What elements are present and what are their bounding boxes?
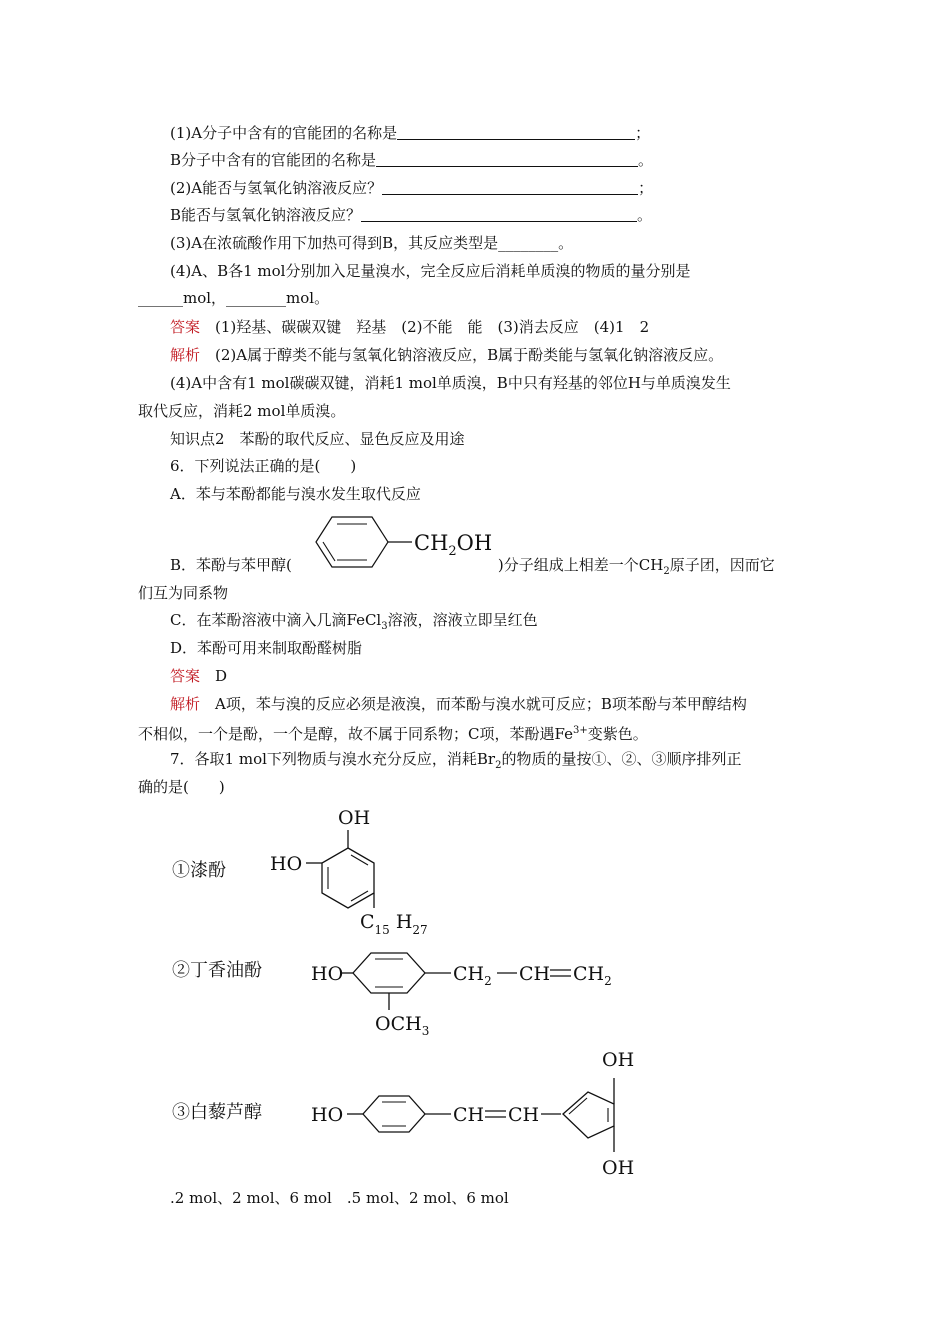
answer-blank[interactable]: [397, 125, 635, 140]
q5-answer: 答案 (1)羟基、碳碳双键 羟基 (2)不能 能 (3)消去反应 (4)1 2: [170, 318, 650, 336]
compound1-label: ①漆酚: [172, 860, 226, 881]
ho-group: HO: [311, 963, 344, 985]
ch-group: CH: [453, 1104, 485, 1126]
answer-blank[interactable]: [382, 180, 638, 195]
q5-part2a: (2)A能否与氢氧化钠溶液反应？ ；: [170, 179, 654, 197]
answer-tag: 答案: [170, 318, 201, 336]
ch-group: CH: [508, 1104, 540, 1126]
q6-analysis2: 不相似，一个是酚，一个是醇，故不属于同系物；C项，苯酚遇$Fe^{3+}$变紫色。: [138, 725, 648, 743]
q5-analysis2b: 取代反应，消耗2 mol单质溴。: [138, 402, 346, 420]
q5-part1b: B分子中含有的官能团的名称是 。: [170, 151, 654, 169]
q6-option-a: A．苯与苯酚都能与溴水发生取代反应: [170, 485, 421, 503]
q6-option-b-cont: 们互为同系物: [138, 584, 229, 602]
methoxy-group: $OCH_3$: [375, 1013, 430, 1038]
ch2-group: $CH_2$: [453, 963, 492, 988]
q5-part4a: (4)A、B各1 mol分别加入足量溴水，完全反应后消耗单质溴的物质的量分别是: [170, 262, 691, 280]
ch-group: CH: [519, 963, 551, 985]
q6-answer: 答案 D: [170, 667, 228, 685]
oh-group: OH: [338, 807, 371, 829]
answer-blank[interactable]: [361, 207, 637, 222]
q6-stem: 6．下列说法正确的是( ): [170, 457, 357, 475]
compound3-label: ③白藜芦醇: [172, 1102, 262, 1123]
ho-group: HO: [270, 853, 303, 875]
q6-analysis1: 解析 A项，苯与溴的反应必须是液溴，而苯酚与溴水就可反应；B项苯酚与苯甲醇结构: [170, 695, 747, 713]
benzene-ring: [563, 1092, 614, 1138]
oh-group: OH: [602, 1049, 635, 1071]
q7-stem2: 确的是( ): [138, 778, 225, 796]
q6-option-d: D．苯酚可用来制取酚醛树脂: [170, 639, 363, 657]
formula-ch: $CH_2OH$: [414, 531, 493, 559]
ho-group: HO: [311, 1104, 344, 1126]
q5-part2b: B能否与氢氧化钠溶液反应？ 。: [170, 206, 653, 224]
q6-option-b: B．苯酚与苯甲醇( )分子组成上相差一个$CH_2$原子团，因而它: [170, 556, 775, 577]
analysis-tag: 解析: [170, 695, 201, 713]
q5-analysis2a: (4)A中含有1 mol碳碳双键，消耗1 mol单质溴，B中只有羟基的邻位H与单质溴发生: [170, 374, 731, 392]
double-bond: [351, 855, 368, 865]
q5-analysis1: 解析 (2)A属于醇类不能与氢氧化钠溶液反应，B属于酚类能与氢氧化钠溶液反应。: [170, 346, 724, 364]
benzene-ring: [322, 848, 374, 908]
benzene-ring: [363, 1096, 425, 1132]
answer-tag: 答案: [170, 667, 201, 685]
ch2-group: $CH_2$: [573, 963, 612, 988]
alkyl-chain: $C_{15}$ $H_{27}$: [360, 911, 428, 937]
q7-stem1: 7．各取1 mol下列物质与溴水充分反应，消耗$Br_2$的物质的量按①、②、③顺序排列正: [170, 750, 742, 771]
analysis-tag: 解析: [170, 346, 201, 364]
q7-options: .2 mol、2 mol、6 mol .5 mol、2 mol、6 mol: [170, 1189, 509, 1207]
oh-group: OH: [602, 1157, 635, 1179]
urushiol-structure: [262, 800, 452, 940]
resveratrol-structure: [305, 1046, 650, 1180]
compound2-label: ②丁香油酚: [172, 960, 262, 981]
double-bond: [351, 891, 368, 901]
q5-part3: (3)A在浓硫酸作用下加热可得到B，其反应类型是________。: [170, 234, 574, 252]
q5-part1a: (1)A分子中含有的官能团的名称是 ；: [170, 124, 651, 142]
eugenol-structure: [305, 938, 625, 1042]
q5-part4b: ______mol，________mol。: [138, 289, 330, 307]
q6-option-c: C．在苯酚溶液中滴入几滴FeCl$_3$溶液，溶液立即呈红色: [170, 611, 538, 632]
answer-blank[interactable]: [376, 152, 638, 167]
section-heading: 知识点2 苯酚的取代反应、显色反应及用途: [170, 430, 465, 448]
